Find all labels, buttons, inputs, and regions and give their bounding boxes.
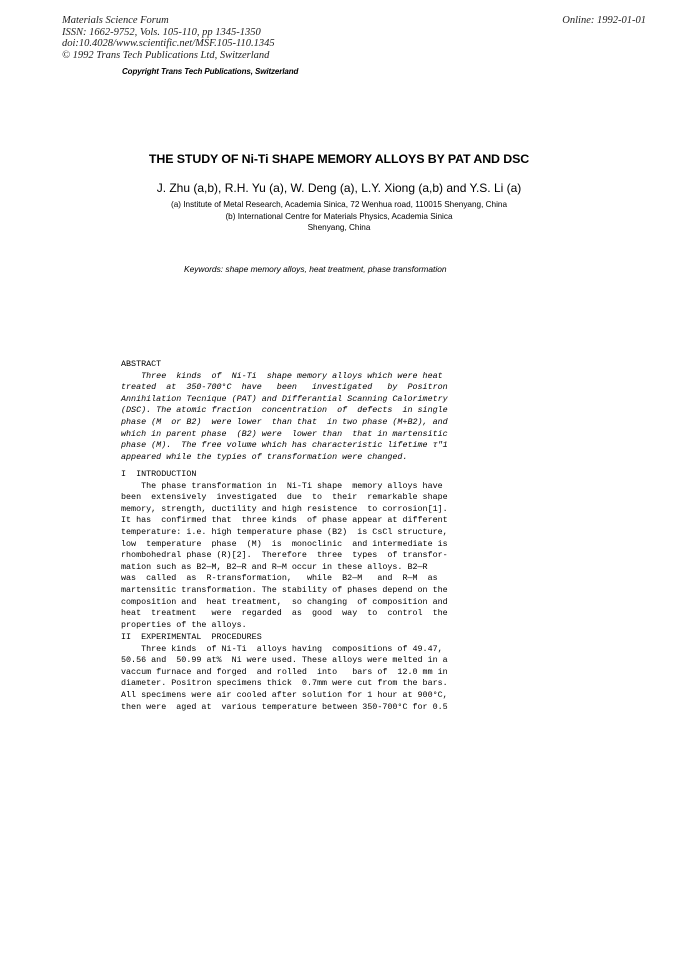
journal-name: Materials Science Forum bbox=[62, 15, 169, 26]
introduction-line: low temperature phase (M) is monoclinic and intermediate is bbox=[121, 538, 448, 549]
abstract-heading: ABSTRACT bbox=[121, 359, 162, 369]
affiliation-a: (a) Institute of Metal Research, Academia Sinica, 72 Wenhua road, 110015 Shenyang, China bbox=[170, 200, 508, 209]
introduction-line: temperature: i.e. high temperature phase (B2) is CsCl structure, bbox=[121, 526, 448, 537]
introduction-line: rhombohedral phase (R)[2]. Therefore three types of transfor- bbox=[121, 550, 448, 561]
introduction-line: properties of the alloys. bbox=[121, 619, 247, 630]
introduction-line: It has confirmed that three kinds of phase appear at different bbox=[121, 515, 448, 526]
abstract-line: (DSC). The atomic fraction concentration of defects in single bbox=[121, 405, 448, 416]
affiliation-city: Shenyang, China bbox=[307, 223, 371, 232]
abstract-line: phase (M or B2) were lower than that in two phase (M+B2), and bbox=[121, 416, 448, 427]
experimental-line: 50.56 and 50.99 at% Ni were used. These alloys were melted in a bbox=[121, 655, 448, 666]
introduction-line: heat treatment were regarded as good way to control the bbox=[121, 608, 448, 619]
online-date: Online: 1992-01-01 bbox=[562, 15, 646, 26]
introduction-section bbox=[121, 469, 548, 631]
journal-info bbox=[62, 15, 275, 61]
introduction-line: The phase transformation in Ni-Ti shape memory alloys have bbox=[121, 480, 443, 491]
affiliation-b: (b) International Centre for Materials Physics, Academia Sinica bbox=[225, 211, 453, 221]
experimental-line: Three kinds of Ni-Ti alloys having compositions of 49.47, bbox=[121, 643, 443, 654]
experimental-line: vaccum furnace and forged and rolled into bars of 12.0 mm in bbox=[121, 666, 448, 677]
experimental-line: then were aged at various temperature between 350-700°C for 0.5 bbox=[121, 701, 448, 712]
introduction-line: memory, strength, ductility and high resistence to corrosion[1]. bbox=[121, 503, 448, 514]
experimental-heading: II EXPERIMENTAL PROCEDURES bbox=[121, 632, 262, 642]
keywords: Keywords: shape memory alloys, heat treatment, phase transformation bbox=[184, 264, 447, 274]
paper-title: THE STUDY OF Ni-Ti SHAPE MEMORY ALLOYS BY PAT AND DSC bbox=[148, 152, 530, 166]
copyright-notice: Copyright Trans Tech Publications, Switzerland bbox=[122, 67, 299, 76]
abstract-line: phase (M). The free volume which has characteristic lifetime τ"1 bbox=[121, 440, 448, 451]
experimental-line: diameter. Positron specimens thick 0.7mm were cut from the bars. bbox=[121, 678, 448, 689]
issn-line: ISSN: 1662-9752, Vols. 105-110, pp 1345-1350 bbox=[62, 26, 261, 38]
abstract-line: which in parent phase (B2) were lower than that in martensitic bbox=[121, 428, 448, 439]
abstract-line: Three kinds of Ni-Ti shape memory alloys which were heat bbox=[121, 370, 443, 381]
abstract-section bbox=[121, 359, 548, 463]
introduction-line: mation such as B2—M, B2—R and R—M occur in these alloys. B2—R bbox=[121, 561, 428, 572]
abstract-line: appeared while the typies of transformation were changed. bbox=[121, 451, 408, 462]
introduction-line: been extensively investigated due to their remarkable shape bbox=[121, 492, 448, 503]
introduction-heading: I INTRODUCTION bbox=[121, 469, 197, 479]
doi-link[interactable]: doi:10.4028/www.scientific.net/MSF.105-110.1345 bbox=[62, 38, 275, 49]
abstract-line: Annihilation Tecnique (PAT) and Differantial Scanning Calorimetry bbox=[121, 393, 448, 404]
author-list: J. Zhu (a,b), R.H. Yu (a), W. Deng (a), L.Y. Xiong (a,b) and Y.S. Li (a) bbox=[156, 181, 522, 195]
experimental-section bbox=[121, 632, 548, 713]
introduction-line: composition and heat treatment, so changing of composition and bbox=[121, 596, 448, 607]
experimental-line: All specimens were air cooled after solution for 1 hour at 900°C, bbox=[121, 689, 448, 700]
abstract-line: treated at 350-700°C have been investigated by Positron bbox=[121, 382, 448, 393]
publisher-line: © 1992 Trans Tech Publications Ltd, Switzerland bbox=[62, 49, 270, 61]
affiliations bbox=[0, 199, 678, 234]
introduction-line: was called as R-transformation, while B2—M and R—M as bbox=[121, 573, 438, 584]
introduction-line: martensitic transformation. The stability of phases depend on the bbox=[121, 584, 448, 595]
